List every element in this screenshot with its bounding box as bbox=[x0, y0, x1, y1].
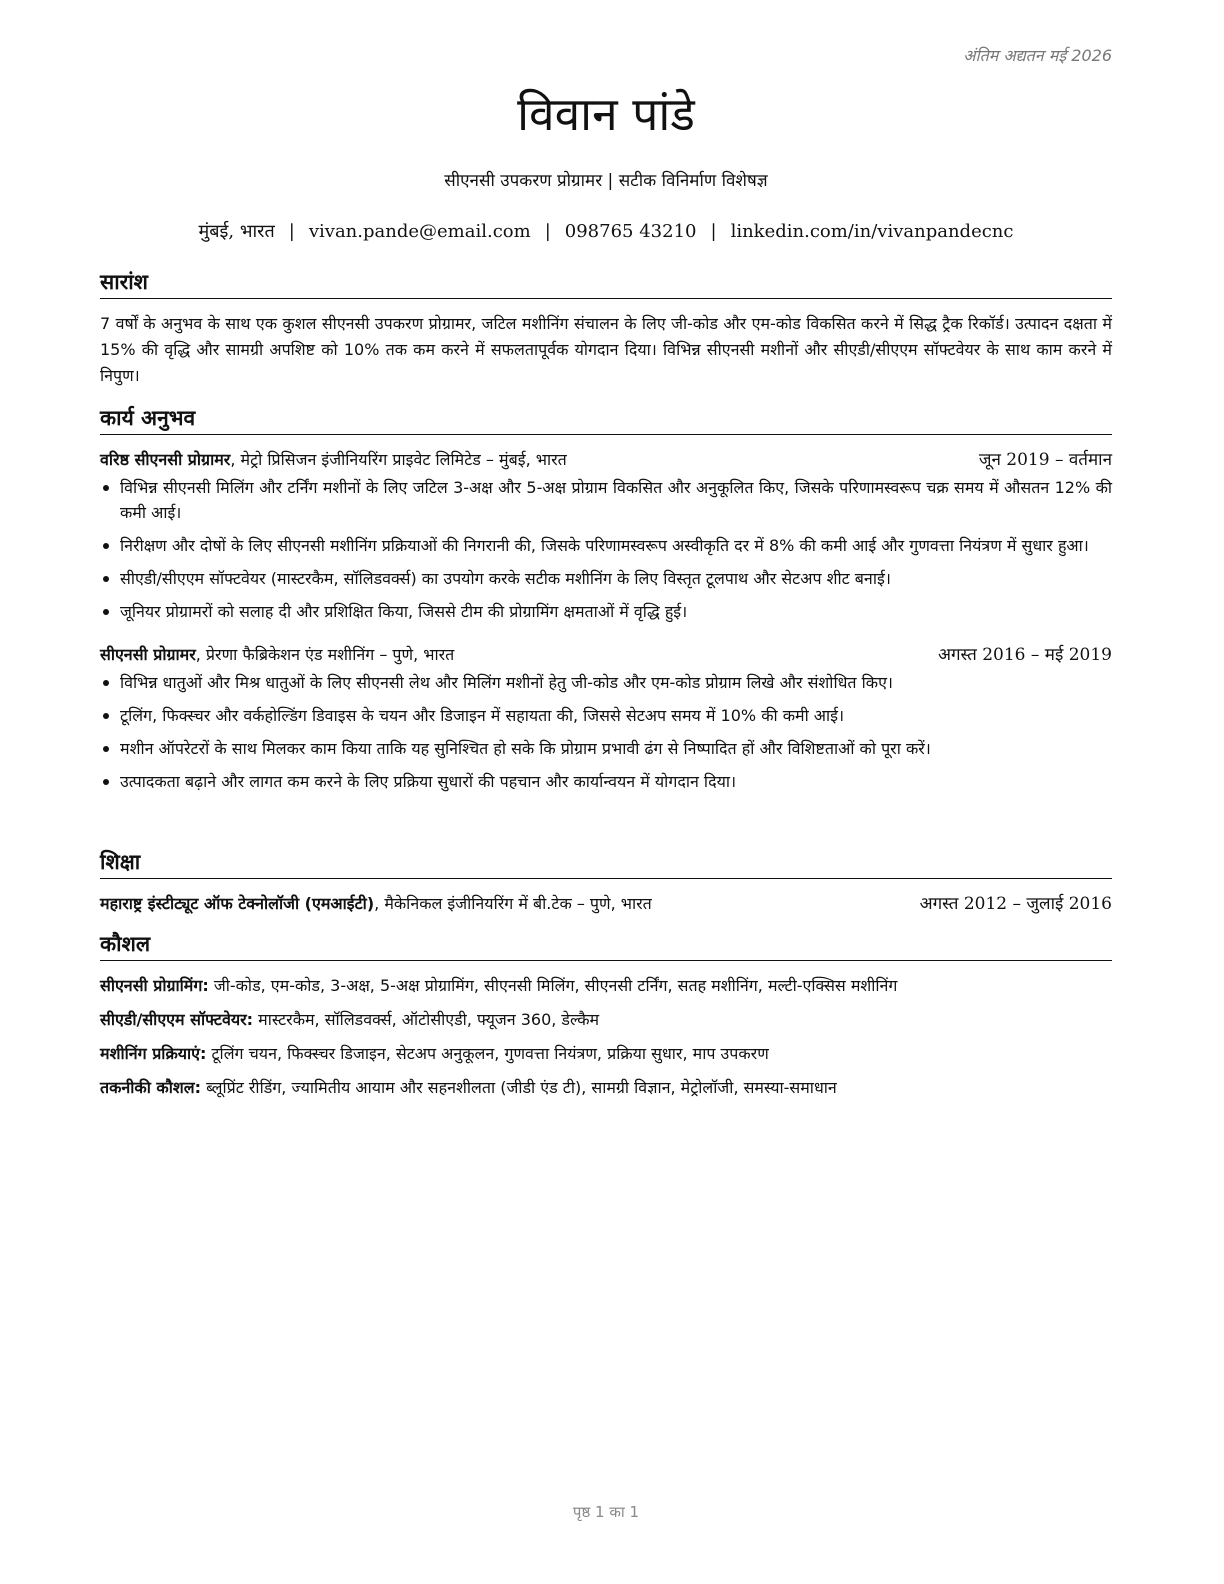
education-section bbox=[100, 848, 1112, 917]
skill-value: ब्लूप्रिंट रीडिंग, ज्यामितीय आयाम और सहनशीलता (जीडी एंड टी), सामग्री विज्ञान, मेट्रोलॉजी, समस्या-समाधान bbox=[201, 1078, 837, 1097]
education-date: अगस्त 2012 – जुलाई 2016 bbox=[919, 894, 1112, 914]
bullet-dot-icon bbox=[103, 713, 109, 719]
candidate-name: विवान पांडे bbox=[517, 87, 695, 141]
contact-email[interactable]: vivan.pande@email.com bbox=[308, 221, 531, 242]
skill-label: सीएनसी प्रोग्रामिंग: bbox=[100, 976, 209, 995]
skill-label: मशीनिंग प्रक्रियाएं: bbox=[100, 1044, 207, 1063]
bullet-dot-icon bbox=[103, 543, 109, 549]
list-item: विभिन्न सीएनसी मिलिंग और टर्निंग मशीनों के लिए जटिल 3-अक्ष और 5-अक्ष प्रोग्राम विकसित और अनुकूलित किए, जिसके परिणामस्वरूप चक्र समय में औसतन 12% की कमी आई। bbox=[100, 475, 1112, 525]
job-title-line bbox=[100, 447, 567, 473]
skill-value: जी-कोड, एम-कोड, 3-अक्ष, 5-अक्ष प्रोग्रामिंग, सीएनसी मिलिंग, सीएनसी टर्निंग, सतह मशीनिंग, मल्टी-एक्सिस मशीनिंग bbox=[208, 976, 898, 995]
education-entry bbox=[100, 891, 1112, 917]
contact-location: मुंबई, भारत bbox=[198, 221, 275, 242]
bullet-dot-icon bbox=[103, 746, 109, 752]
page-number: पृष्ठ 1 का 1 bbox=[572, 1503, 640, 1521]
summary-section bbox=[100, 268, 1112, 389]
job-bullets bbox=[100, 475, 1112, 624]
job-entry bbox=[100, 447, 1112, 624]
job-date: जून 2019 – वर्तमान bbox=[978, 450, 1112, 470]
job-entry bbox=[100, 642, 1112, 794]
education-degree: , मैकेनिकल इंजीनियरिंग में बी.टेक – पुणे, भारत bbox=[374, 894, 652, 913]
bullet-dot-icon bbox=[103, 779, 109, 785]
contact-phone: 098765 43210 bbox=[564, 221, 697, 242]
skill-label: तकनीकी कौशल: bbox=[100, 1078, 201, 1097]
section-title-summary: सारांश bbox=[100, 268, 1112, 299]
section-title-education: शिक्षा bbox=[100, 848, 1112, 879]
skill-row bbox=[100, 969, 1112, 1003]
contact-line bbox=[100, 219, 1112, 243]
job-date: अगस्त 2016 – मई 2019 bbox=[937, 645, 1112, 665]
job-bullets bbox=[100, 670, 1112, 794]
contact-separator: | bbox=[544, 221, 551, 242]
list-item: विभिन्न धातुओं और मिश्र धातुओं के लिए सीएनसी लेथ और मिलिंग मशीनों हेतु जी-कोड और एम-कोड प्रोग्राम लिखे और संशोधित किए। bbox=[100, 670, 1112, 695]
list-item: निरीक्षण और दोषों के लिए सीएनसी मशीनिंग प्रक्रियाओं की निगरानी की, जिसके परिणामस्वरूप अस्वीकृति दर में 8% की कमी आई और गुणवत्ता नियंत्रण में सुधार हुआ। bbox=[100, 533, 1112, 558]
experience-section bbox=[100, 404, 1112, 802]
contact-separator: | bbox=[710, 221, 717, 242]
section-title-experience: कार्य अनुभव bbox=[100, 404, 1112, 435]
job-title-line bbox=[100, 642, 454, 668]
skills-section bbox=[100, 930, 1112, 1105]
skill-value: टूलिंग चयन, फिक्स्चर डिजाइन, सेटअप अनुकूलन, गुणवत्ता नियंत्रण, प्रक्रिया सुधार, माप उपकरण bbox=[206, 1044, 769, 1063]
job-role: वरिष्ठ सीएनसी प्रोग्रामर bbox=[100, 450, 231, 469]
skills-list bbox=[100, 969, 1112, 1105]
education-school: महाराष्ट्र इंस्टीट्यूट ऑफ टेक्नोलॉजी (एमआईटी) bbox=[100, 894, 375, 913]
skill-row bbox=[100, 1071, 1112, 1105]
job-header bbox=[100, 642, 1112, 668]
skill-value: मास्टरकैम, सॉलिडवर्क्स, ऑटोसीएडी, फ्यूजन 360, डेल्कैम bbox=[253, 1010, 600, 1029]
last-updated: अंतिम अद्यतन मई 2026 bbox=[963, 46, 1112, 65]
list-item: मशीन ऑपरेटरों के साथ मिलकर काम किया ताकि यह सुनिश्चित हो सके कि प्रोग्राम प्रभावी ढंग से निष्पादित हों और विशिष्टताओं को पूरा करें। bbox=[100, 736, 1112, 761]
resume-page bbox=[100, 0, 1112, 1584]
skill-row bbox=[100, 1037, 1112, 1071]
list-item: जूनियर प्रोग्रामरों को सलाह दी और प्रशिक्षित किया, जिससे टीम की प्रोग्रामिंग क्षमताओं में वृद्धि हुई। bbox=[100, 599, 1112, 624]
job-header bbox=[100, 447, 1112, 473]
job-org: , प्रेरणा फैब्रिकेशन एंड मशीनिंग – पुणे, भारत bbox=[195, 645, 455, 664]
list-item: सीएडी/सीएएम सॉफ्टवेयर (मास्टरकैम, सॉलिडवर्क्स) का उपयोग करके सटीक मशीनिंग के लिए विस्तृत टूलपाथ और सेटअप शीट बनाई। bbox=[100, 566, 1112, 591]
skill-row bbox=[100, 1003, 1112, 1037]
job-org: , मेट्रो प्रिसिजन इंजीनियरिंग प्राइवेट लिमिटेड – मुंबई, भारत bbox=[230, 450, 567, 469]
list-item: उत्पादकता बढ़ाने और लागत कम करने के लिए प्रक्रिया सुधारों की पहचान और कार्यान्वयन में योगदान दिया। bbox=[100, 769, 1112, 794]
skill-label: सीएडी/सीएएम सॉफ्टवेयर: bbox=[100, 1010, 254, 1029]
job-role: सीएनसी प्रोग्रामर bbox=[100, 645, 196, 664]
bullet-dot-icon bbox=[103, 576, 109, 582]
bullet-dot-icon bbox=[103, 609, 109, 615]
headline: सीएनसी उपकरण प्रोग्रामर | सटीक विनिर्माण विशेषज्ञ bbox=[444, 171, 768, 191]
contact-linkedin[interactable]: linkedin.com/in/vivanpandecnc bbox=[730, 221, 1014, 242]
summary-text: 7 वर्षों के अनुभव के साथ एक कुशल सीएनसी उपकरण प्रोग्रामर, जटिल मशीनिंग संचालन के लिए जी-कोड और एम-कोड विकसित करने में सिद्ध ट्रैक रिकॉर्ड। उत्पादन दक्षता में 15% की वृद्धि और सामग्री अपशिष्ट को 10% तक कम करने में सफलतापूर्वक योगदान दिया। विभिन्न सीएनसी मशीनों और सीएडी/सीएएम सॉफ्टवेयर के साथ काम करने में निपुण। bbox=[100, 314, 1112, 385]
section-title-skills: कौशल bbox=[100, 930, 1112, 961]
bullet-dot-icon bbox=[103, 680, 109, 686]
contact-separator: | bbox=[288, 221, 295, 242]
bullet-dot-icon bbox=[103, 485, 109, 491]
list-item: टूलिंग, फिक्स्चर और वर्कहोल्डिंग डिवाइस के चयन और डिजाइन में सहायता की, जिससे सेटअप समय में 10% की कमी आई। bbox=[100, 703, 1112, 728]
education-line bbox=[100, 891, 652, 917]
